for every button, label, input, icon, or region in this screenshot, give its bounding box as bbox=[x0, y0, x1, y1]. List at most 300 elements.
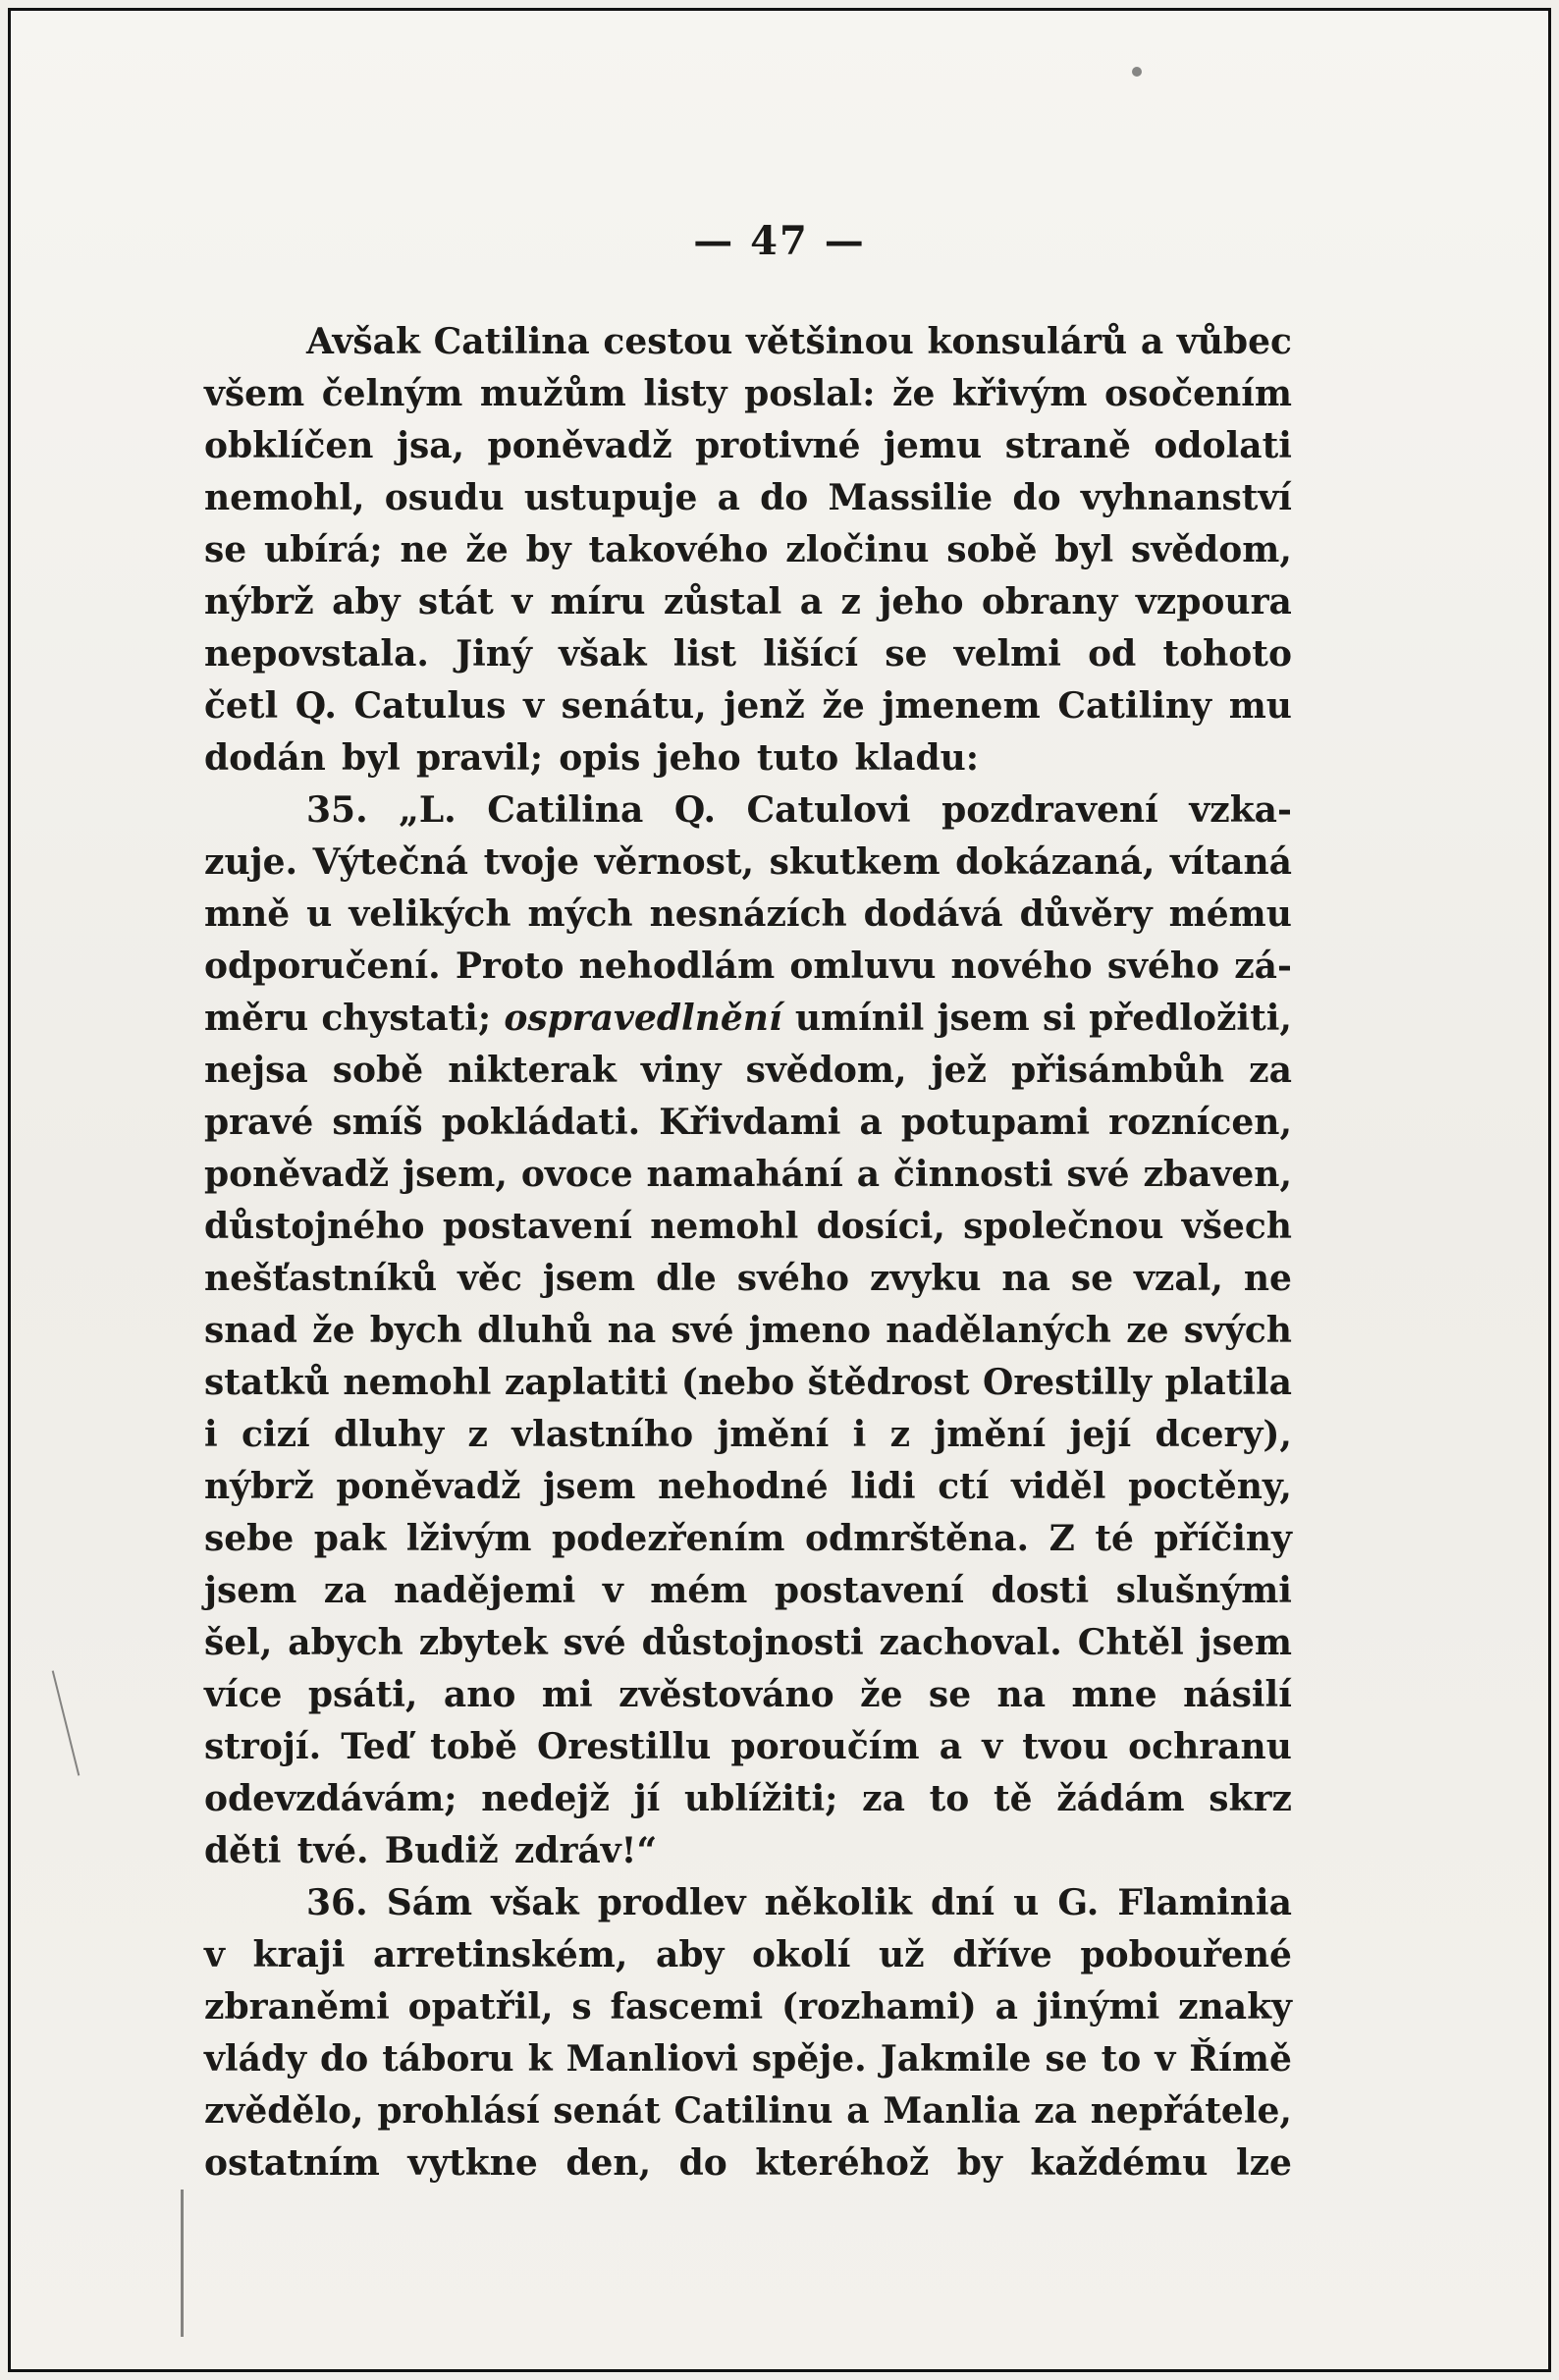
word: ne bbox=[400, 529, 449, 570]
word: pravé bbox=[204, 1102, 314, 1143]
text-line bbox=[204, 993, 1292, 1045]
word: den, bbox=[565, 2142, 652, 2184]
word: násilí bbox=[1183, 1674, 1292, 1715]
word: 35. bbox=[306, 789, 368, 831]
word: mém bbox=[650, 1570, 748, 1611]
word: kteréhož bbox=[755, 2142, 930, 2184]
word: že bbox=[860, 1674, 903, 1715]
word: nejsa bbox=[204, 1050, 308, 1091]
scan-mark bbox=[1132, 67, 1142, 77]
word: snad bbox=[204, 1310, 297, 1351]
word: zaplatiti bbox=[504, 1362, 669, 1403]
text-line bbox=[204, 680, 1292, 732]
word: senátu, bbox=[561, 685, 707, 727]
word: svědom, bbox=[745, 1050, 907, 1091]
word: nehodné bbox=[658, 1466, 829, 1507]
word: jeho bbox=[656, 737, 741, 779]
text-line bbox=[204, 1253, 1292, 1305]
word: jež bbox=[931, 1050, 987, 1091]
word: příčiny bbox=[1154, 1518, 1292, 1559]
word: dní bbox=[931, 1882, 995, 1923]
word: chystati; bbox=[321, 998, 492, 1039]
word: poněvadž bbox=[204, 1154, 390, 1195]
text-line bbox=[204, 1773, 1292, 1825]
word: Výtečná bbox=[312, 841, 468, 883]
word: zdráv!“ bbox=[513, 1830, 658, 1871]
text-line bbox=[204, 1565, 1292, 1617]
word: dle bbox=[656, 1258, 717, 1299]
word: prohlásí bbox=[377, 2090, 540, 2132]
text-line bbox=[204, 1981, 1292, 2033]
word: i bbox=[204, 1414, 218, 1455]
word: spěje. bbox=[751, 2038, 867, 2080]
text-line bbox=[204, 1097, 1292, 1149]
text-line bbox=[204, 784, 1292, 837]
word: děti bbox=[204, 1830, 282, 1871]
word: smíš bbox=[332, 1102, 423, 1143]
word: ubírá; bbox=[264, 529, 383, 570]
word: Orestilly bbox=[982, 1362, 1153, 1403]
word: tě bbox=[993, 1778, 1033, 1819]
word: Avšak bbox=[306, 321, 420, 362]
word: dluhů bbox=[477, 1310, 593, 1351]
word: jmění bbox=[717, 1414, 830, 1455]
word: že bbox=[312, 1310, 355, 1351]
word: fascemi bbox=[610, 1986, 764, 2028]
word: byl bbox=[1054, 529, 1114, 570]
word: však bbox=[491, 1882, 579, 1923]
text-line bbox=[204, 1513, 1292, 1565]
word: dokázaná, bbox=[955, 841, 1156, 883]
word: zvyku bbox=[870, 1258, 982, 1299]
word: Q. bbox=[673, 789, 716, 831]
word: obklíčen bbox=[204, 425, 374, 466]
word: z bbox=[889, 1414, 911, 1455]
word: v bbox=[982, 1726, 1003, 1767]
word: to bbox=[929, 1778, 970, 1819]
word: a bbox=[846, 2090, 870, 2132]
word: ze bbox=[1126, 1310, 1169, 1351]
word: ovoce bbox=[520, 1154, 633, 1195]
word: nového bbox=[950, 946, 1093, 987]
word: ne bbox=[1243, 1258, 1292, 1299]
word: okolí bbox=[752, 1934, 851, 1975]
word: a bbox=[799, 581, 824, 622]
text-line bbox=[204, 368, 1292, 420]
word: mne bbox=[1071, 1674, 1157, 1715]
word: Jiný bbox=[456, 633, 532, 675]
word: na bbox=[1001, 1258, 1050, 1299]
word: důstojnosti bbox=[641, 1622, 864, 1663]
word: v bbox=[602, 1570, 623, 1611]
word: jsem bbox=[937, 998, 1030, 1039]
word: nemohl, bbox=[204, 477, 365, 518]
word: své bbox=[563, 1622, 626, 1663]
word: si bbox=[1042, 998, 1076, 1039]
word: v bbox=[204, 1934, 225, 1975]
word: se bbox=[1045, 2038, 1088, 2080]
word: jmění bbox=[934, 1414, 1047, 1455]
word: velikých bbox=[349, 893, 511, 935]
word: vlastního bbox=[511, 1414, 694, 1455]
word: jsa, bbox=[396, 425, 465, 466]
word: bych bbox=[369, 1310, 462, 1351]
word: skrz bbox=[1209, 1778, 1292, 1819]
word: ctí bbox=[938, 1466, 990, 1507]
word: Flaminia bbox=[1117, 1882, 1292, 1923]
word: většinou bbox=[746, 321, 914, 362]
word: Catilina bbox=[487, 789, 644, 831]
word: opis bbox=[559, 737, 641, 779]
word: táboru bbox=[382, 2038, 514, 2080]
word: za bbox=[1034, 2090, 1077, 2132]
word: takového bbox=[588, 529, 769, 570]
word: vyhnanství bbox=[1080, 477, 1292, 518]
word: to bbox=[1101, 2038, 1142, 2080]
word: ustupuje bbox=[523, 477, 698, 518]
text-line bbox=[204, 2033, 1292, 2085]
word: v bbox=[523, 685, 544, 727]
word: šel, bbox=[204, 1622, 273, 1663]
word: by bbox=[525, 529, 571, 570]
word: potupami bbox=[900, 1102, 1091, 1143]
word: strojí. bbox=[204, 1726, 322, 1767]
word: však bbox=[559, 633, 647, 675]
word: konsulárů bbox=[927, 321, 1128, 362]
word: abych bbox=[288, 1622, 403, 1663]
word: listy bbox=[643, 373, 727, 414]
word: poněvadž bbox=[336, 1466, 521, 1507]
word: (nebo bbox=[680, 1362, 795, 1403]
word: lišící bbox=[763, 633, 859, 675]
word: odporučení. bbox=[204, 946, 441, 987]
word: společnou bbox=[963, 1206, 1164, 1247]
word: jsem bbox=[542, 1258, 636, 1299]
word: postavení bbox=[774, 1570, 964, 1611]
word: četl bbox=[204, 685, 279, 727]
word: slušnými bbox=[1115, 1570, 1292, 1611]
word: u bbox=[1013, 1882, 1040, 1923]
word: aby bbox=[656, 1934, 725, 1975]
word: pokládati. bbox=[441, 1102, 641, 1143]
word: jeho bbox=[879, 581, 964, 622]
word: měru bbox=[204, 998, 309, 1039]
word: Manliovi bbox=[565, 2038, 738, 2080]
word: pozdravení bbox=[941, 789, 1158, 831]
word: tvou bbox=[1022, 1726, 1108, 1767]
word: velmi bbox=[953, 633, 1061, 675]
word: lze bbox=[1235, 2142, 1292, 2184]
word: viděl bbox=[1011, 1466, 1106, 1507]
text-line bbox=[204, 1669, 1292, 1721]
word: dříve bbox=[952, 1934, 1052, 1975]
text-line bbox=[204, 1149, 1292, 1201]
word: stát bbox=[417, 581, 494, 622]
word: zachoval. bbox=[879, 1622, 1062, 1663]
word: statků bbox=[204, 1362, 330, 1403]
word: žádám bbox=[1056, 1778, 1185, 1819]
text-line bbox=[204, 1825, 1292, 1877]
word: Teď bbox=[341, 1726, 410, 1767]
word: nedejž bbox=[481, 1778, 610, 1819]
word: zbytek bbox=[418, 1622, 548, 1663]
word: činnosti bbox=[893, 1154, 1053, 1195]
word: všem bbox=[204, 373, 305, 414]
word: Catiliny bbox=[1057, 685, 1212, 727]
text-line bbox=[204, 628, 1292, 680]
word: nemohl bbox=[650, 1206, 799, 1247]
word: dodává bbox=[863, 893, 1003, 935]
word: viny bbox=[640, 1050, 722, 1091]
word: zvěstováno bbox=[618, 1674, 834, 1715]
text-line bbox=[204, 576, 1292, 628]
word: každému bbox=[1030, 2142, 1209, 2184]
word: mých bbox=[527, 893, 633, 935]
word: jí bbox=[633, 1778, 661, 1819]
word: na bbox=[996, 1674, 1047, 1715]
word: tuto bbox=[756, 737, 839, 779]
text-line bbox=[204, 1409, 1292, 1461]
text-line bbox=[204, 1201, 1292, 1253]
word: a bbox=[717, 477, 740, 518]
word: byl bbox=[342, 737, 401, 779]
word: vůbec bbox=[1176, 321, 1292, 362]
word: věrnost, bbox=[594, 841, 755, 883]
word: mužům bbox=[479, 373, 626, 414]
word: za bbox=[862, 1778, 905, 1819]
word: několik bbox=[764, 1882, 912, 1923]
word: a bbox=[859, 1102, 883, 1143]
word: z bbox=[467, 1414, 488, 1455]
word: s bbox=[571, 1986, 592, 2028]
word: dcery), bbox=[1155, 1414, 1292, 1455]
text-line bbox=[204, 1305, 1292, 1357]
word: té bbox=[1095, 1518, 1134, 1559]
word: jsem bbox=[1199, 1622, 1292, 1663]
word: jsem bbox=[204, 1570, 297, 1611]
word: sebe bbox=[204, 1518, 295, 1559]
word: z bbox=[840, 581, 861, 622]
text-line bbox=[204, 472, 1292, 524]
word: a bbox=[856, 1154, 881, 1195]
word: přisámbůh bbox=[1011, 1050, 1225, 1091]
word: Q. bbox=[295, 685, 337, 727]
word: a bbox=[939, 1726, 963, 1767]
word: v bbox=[511, 581, 533, 622]
word: zvědělo, bbox=[204, 2090, 364, 2132]
word: kladu: bbox=[854, 737, 980, 779]
word: od bbox=[1088, 633, 1137, 675]
word: platila bbox=[1164, 1362, 1292, 1403]
word: opatřil, bbox=[407, 1986, 554, 2028]
word: Křivdami bbox=[659, 1102, 841, 1143]
word: mně bbox=[204, 893, 291, 935]
word: nesnázích bbox=[649, 893, 847, 935]
word: její bbox=[1069, 1414, 1132, 1455]
word: poctěny, bbox=[1128, 1466, 1292, 1507]
word: kraji bbox=[252, 1934, 346, 1975]
word: jenž bbox=[724, 685, 805, 727]
word: jinými bbox=[1036, 1986, 1160, 2028]
word: svého bbox=[1106, 946, 1220, 987]
word: důstojného bbox=[204, 1206, 425, 1247]
word: za bbox=[1249, 1050, 1292, 1091]
word: svých bbox=[1183, 1310, 1292, 1351]
word: k bbox=[527, 2038, 553, 2080]
word: vzpoura bbox=[1135, 581, 1292, 622]
word: jmenem bbox=[882, 685, 1041, 727]
word: Z bbox=[1048, 1518, 1075, 1559]
word: křivým bbox=[951, 373, 1088, 414]
word: za bbox=[323, 1570, 367, 1611]
text-line bbox=[204, 1617, 1292, 1669]
word: mi bbox=[541, 1674, 593, 1715]
word: že bbox=[822, 685, 865, 727]
word: na bbox=[607, 1310, 657, 1351]
word: tvé. bbox=[296, 1830, 369, 1871]
text-line bbox=[204, 1721, 1292, 1773]
word: namahání bbox=[646, 1154, 843, 1195]
word: svědom, bbox=[1131, 529, 1292, 570]
word: prodlev bbox=[597, 1882, 746, 1923]
word: straně bbox=[1004, 425, 1131, 466]
word: a bbox=[995, 1986, 1018, 2028]
word: věc bbox=[457, 1258, 522, 1299]
word: že bbox=[465, 529, 509, 570]
word: své bbox=[1066, 1154, 1130, 1195]
word: Římě bbox=[1189, 2038, 1292, 2080]
word: nemohl bbox=[343, 1362, 492, 1403]
body-text bbox=[204, 316, 1292, 2190]
word: osočením bbox=[1103, 373, 1292, 414]
word: nadělaných bbox=[886, 1310, 1111, 1351]
word: arretinském, bbox=[373, 1934, 628, 1975]
text-line bbox=[204, 889, 1292, 941]
word: pravil; bbox=[416, 737, 544, 779]
text-line bbox=[204, 941, 1292, 993]
word: list bbox=[672, 633, 737, 675]
word: ublížiti; bbox=[684, 1778, 838, 1819]
word: obrany bbox=[981, 581, 1118, 622]
word: nadějemi bbox=[394, 1570, 576, 1611]
word: tobě bbox=[430, 1726, 517, 1767]
word: Catulovi bbox=[746, 789, 911, 831]
word: mému bbox=[1168, 893, 1292, 935]
word: zbaven, bbox=[1143, 1154, 1292, 1195]
word: vzal, bbox=[1133, 1258, 1223, 1299]
word: dluhy bbox=[334, 1414, 445, 1455]
word: odolati bbox=[1154, 425, 1292, 466]
word: odmrštěna. bbox=[805, 1518, 1030, 1559]
word: znaky bbox=[1178, 1986, 1292, 2028]
word: nepřátele, bbox=[1090, 2090, 1292, 2132]
word: ospravedlnění bbox=[504, 998, 782, 1039]
word: se bbox=[204, 529, 247, 570]
word: dodán bbox=[204, 737, 326, 779]
scan-mark bbox=[181, 2190, 184, 2337]
word: a bbox=[1140, 321, 1164, 362]
word: vítaná bbox=[1169, 841, 1292, 883]
word: ostatním bbox=[204, 2142, 380, 2184]
word: zločinu bbox=[785, 529, 930, 570]
page-number: — 47 — bbox=[693, 218, 866, 264]
word: se bbox=[1070, 1258, 1114, 1299]
text-line bbox=[204, 732, 1292, 784]
word: 36. bbox=[306, 1882, 368, 1923]
word: Catilina bbox=[433, 321, 590, 362]
text-line bbox=[204, 524, 1292, 576]
word: všech bbox=[1181, 1206, 1292, 1247]
text-line bbox=[204, 1877, 1292, 1929]
text-line bbox=[204, 2085, 1292, 2137]
word: v bbox=[1155, 2038, 1176, 2080]
text-line bbox=[204, 420, 1292, 472]
word: senát bbox=[553, 2090, 661, 2132]
word: omluvu bbox=[789, 946, 937, 987]
word: jmeno bbox=[748, 1310, 871, 1351]
word: sobě bbox=[332, 1050, 424, 1091]
word: do bbox=[760, 477, 809, 518]
word: nešťastníků bbox=[204, 1258, 438, 1299]
word: by bbox=[956, 2142, 1002, 2184]
word: dosíci, bbox=[816, 1206, 945, 1247]
word: G. bbox=[1057, 1882, 1100, 1923]
word: Chtěl bbox=[1077, 1622, 1184, 1663]
word: Manlia bbox=[883, 2090, 1021, 2132]
word: zbraněmi bbox=[204, 1986, 390, 2028]
word: protivné bbox=[695, 425, 861, 466]
text-line bbox=[204, 837, 1292, 889]
word: zůstal bbox=[663, 581, 782, 622]
word: pobouřené bbox=[1080, 1934, 1292, 1975]
word: osudu bbox=[384, 477, 505, 518]
word: důvěry bbox=[1019, 893, 1153, 935]
word: aby bbox=[332, 581, 401, 622]
word: své bbox=[671, 1310, 734, 1351]
word: jsem bbox=[543, 1466, 636, 1507]
word: vytkne bbox=[407, 2142, 538, 2184]
word: vzka- bbox=[1189, 789, 1292, 831]
word: „L. bbox=[399, 789, 457, 831]
word: poslal: bbox=[744, 373, 876, 414]
text-line bbox=[204, 2137, 1292, 2190]
word: Catilinu bbox=[673, 2090, 833, 2132]
word: dosti bbox=[991, 1570, 1090, 1611]
word: lživým bbox=[405, 1518, 532, 1559]
word: cestou bbox=[603, 321, 733, 362]
word: se bbox=[928, 1674, 972, 1715]
word: vlády bbox=[204, 2038, 307, 2080]
word: poroučím bbox=[730, 1726, 920, 1767]
word: Catulus bbox=[353, 685, 507, 727]
text-line bbox=[204, 316, 1292, 368]
word: Budiž bbox=[384, 1830, 499, 1871]
word: u bbox=[306, 893, 333, 935]
word: odevzdávám; bbox=[204, 1778, 457, 1819]
word: štědrost bbox=[807, 1362, 970, 1403]
word: že bbox=[892, 373, 936, 414]
word: Orestillu bbox=[537, 1726, 712, 1767]
word: cizí bbox=[242, 1414, 310, 1455]
word: předložiti, bbox=[1089, 998, 1292, 1039]
text-line bbox=[204, 1461, 1292, 1513]
word: sobě bbox=[946, 529, 1038, 570]
word: Proto bbox=[455, 946, 564, 987]
word: míru bbox=[550, 581, 646, 622]
word: jemu bbox=[884, 425, 983, 466]
word: roznícen, bbox=[1108, 1102, 1292, 1143]
word: ochranu bbox=[1128, 1726, 1292, 1767]
